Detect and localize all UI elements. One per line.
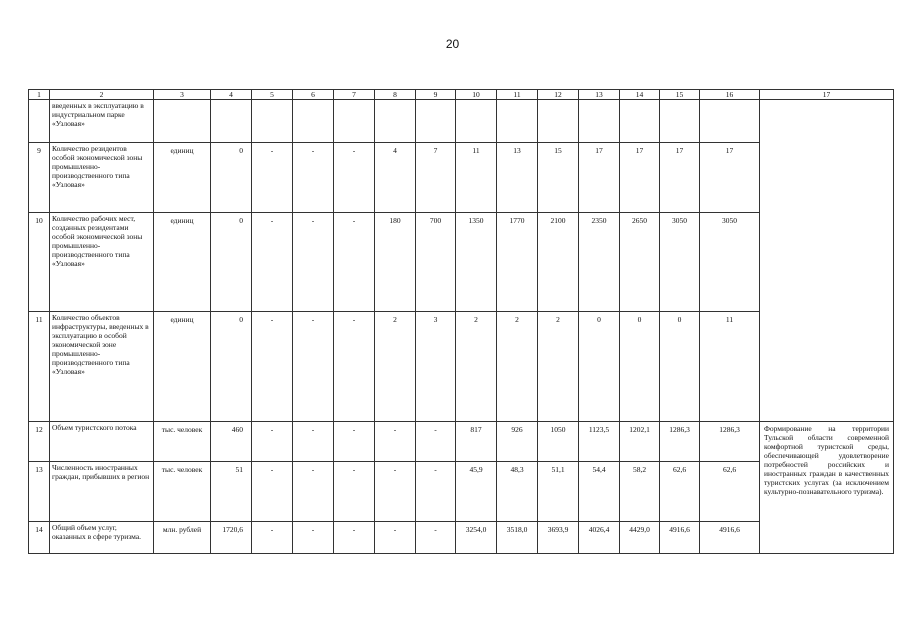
row-number: 9	[29, 143, 50, 213]
column-header: 1	[29, 90, 50, 100]
column-header: 10	[456, 90, 497, 100]
value-cell: -	[334, 312, 375, 422]
column-header: 15	[660, 90, 700, 100]
value-cell	[497, 100, 538, 143]
unit-cell: единиц	[154, 213, 211, 312]
value-cell: 0	[211, 143, 252, 213]
indicator-name: Количество резидентов особой экономической зоны промышленно-производственного типа «Узловая»	[50, 143, 154, 213]
value-cell: 1770	[497, 213, 538, 312]
value-cell: 11	[700, 312, 760, 422]
value-cell	[211, 100, 252, 143]
value-cell: -	[293, 462, 334, 522]
value-cell: 4	[375, 143, 416, 213]
value-cell: 15	[538, 143, 579, 213]
unit-cell: единиц	[154, 312, 211, 422]
value-cell: 460	[211, 422, 252, 462]
value-cell: 13	[497, 143, 538, 213]
value-cell: 2	[497, 312, 538, 422]
value-cell	[416, 100, 456, 143]
value-cell: -	[293, 522, 334, 554]
value-cell: 17	[700, 143, 760, 213]
value-cell: 2	[538, 312, 579, 422]
value-cell: -	[416, 462, 456, 522]
value-cell	[620, 100, 660, 143]
value-cell: -	[334, 213, 375, 312]
value-cell: 3050	[700, 213, 760, 312]
column-header: 11	[497, 90, 538, 100]
column-header: 9	[416, 90, 456, 100]
value-cell: 62,6	[700, 462, 760, 522]
value-cell: -	[375, 522, 416, 554]
row-number: 13	[29, 462, 50, 522]
value-cell: 45,9	[456, 462, 497, 522]
unit-cell	[154, 100, 211, 143]
value-cell: -	[293, 143, 334, 213]
value-cell: -	[375, 462, 416, 522]
note-cell-empty	[760, 100, 894, 422]
row-number	[29, 100, 50, 143]
value-cell: -	[334, 422, 375, 462]
value-cell: 17	[620, 143, 660, 213]
value-cell: 1286,3	[660, 422, 700, 462]
indicator-name: Объем туристского потока	[50, 422, 154, 462]
column-header: 14	[620, 90, 660, 100]
value-cell: -	[375, 422, 416, 462]
indicator-table	[28, 89, 894, 554]
value-cell: 2350	[579, 213, 620, 312]
value-cell: -	[334, 462, 375, 522]
value-cell: 0	[579, 312, 620, 422]
value-cell: 1050	[538, 422, 579, 462]
value-cell	[660, 100, 700, 143]
column-header: 4	[211, 90, 252, 100]
value-cell	[252, 100, 293, 143]
row-number: 10	[29, 213, 50, 312]
value-cell: 1720,6	[211, 522, 252, 554]
column-header: 16	[700, 90, 760, 100]
value-cell: 180	[375, 213, 416, 312]
value-cell: -	[252, 143, 293, 213]
unit-cell: тыс. человек	[154, 422, 211, 462]
value-cell: 1202,1	[620, 422, 660, 462]
column-header: 6	[293, 90, 334, 100]
column-header: 7	[334, 90, 375, 100]
note-cell: Формирование на территории Тульской области современной комфортной туристской среды, обеспечивающей удовлетворение потребностей российских и иностранных граждан в качественных туристских услугах (за исключением культурно-познавательного туризма).	[760, 422, 894, 554]
value-cell: -	[252, 312, 293, 422]
value-cell: 1350	[456, 213, 497, 312]
indicator-name: Численность иностранных граждан, прибывших в регион	[50, 462, 154, 522]
column-header: 17	[760, 90, 894, 100]
value-cell: 3254,0	[456, 522, 497, 554]
value-cell: 1286,3	[700, 422, 760, 462]
value-cell: 17	[660, 143, 700, 213]
column-header: 8	[375, 90, 416, 100]
value-cell: 7	[416, 143, 456, 213]
unit-cell: тыс. человек	[154, 462, 211, 522]
value-cell	[700, 100, 760, 143]
value-cell	[579, 100, 620, 143]
value-cell: 3	[416, 312, 456, 422]
value-cell: 926	[497, 422, 538, 462]
value-cell: 0	[660, 312, 700, 422]
column-header: 3	[154, 90, 211, 100]
value-cell: -	[416, 422, 456, 462]
unit-cell: единиц	[154, 143, 211, 213]
value-cell: 48,3	[497, 462, 538, 522]
table-header-row	[29, 90, 894, 100]
value-cell: 3050	[660, 213, 700, 312]
value-cell: 3693,9	[538, 522, 579, 554]
value-cell: 1123,5	[579, 422, 620, 462]
indicator-name: Количество рабочих мест, созданных резидентами особой экономической зоны промышленно-производственного типа «Узловая»	[50, 213, 154, 312]
value-cell: 817	[456, 422, 497, 462]
value-cell: 51,1	[538, 462, 579, 522]
value-cell: 700	[416, 213, 456, 312]
column-header: 13	[579, 90, 620, 100]
value-cell	[293, 100, 334, 143]
value-cell: 2100	[538, 213, 579, 312]
row-number: 11	[29, 312, 50, 422]
value-cell: 4026,4	[579, 522, 620, 554]
value-cell: 0	[620, 312, 660, 422]
value-cell: -	[334, 522, 375, 554]
value-cell: 51	[211, 462, 252, 522]
unit-cell: млн. рублей	[154, 522, 211, 554]
value-cell: 4916,6	[660, 522, 700, 554]
column-header: 5	[252, 90, 293, 100]
value-cell	[538, 100, 579, 143]
value-cell: -	[252, 213, 293, 312]
value-cell: -	[252, 522, 293, 554]
value-cell: 4916,6	[700, 522, 760, 554]
value-cell: -	[293, 213, 334, 312]
value-cell: 0	[211, 213, 252, 312]
value-cell: 0	[211, 312, 252, 422]
value-cell: 2	[456, 312, 497, 422]
table-row	[29, 422, 894, 462]
row-number: 14	[29, 522, 50, 554]
indicator-name: Общий объем услуг, оказанных в сфере туризма.	[50, 522, 154, 554]
value-cell	[334, 100, 375, 143]
value-cell: -	[293, 422, 334, 462]
value-cell: -	[334, 143, 375, 213]
column-header: 2	[50, 90, 154, 100]
indicator-name: введенных в эксплуатацию в индустриальном парке «Узловая»	[50, 100, 154, 143]
indicator-name: Количество объектов инфраструктуры, введенных в эксплуатацию в особой экономической зоне промышленно-производственного типа «Узловая»	[50, 312, 154, 422]
column-header: 12	[538, 90, 579, 100]
value-cell: 17	[579, 143, 620, 213]
value-cell	[456, 100, 497, 143]
value-cell: 54,4	[579, 462, 620, 522]
value-cell: -	[416, 522, 456, 554]
value-cell: -	[252, 462, 293, 522]
value-cell: -	[252, 422, 293, 462]
value-cell: 62,6	[660, 462, 700, 522]
value-cell: 3518,0	[497, 522, 538, 554]
table-row	[29, 100, 894, 143]
page-number: 20	[445, 37, 460, 51]
value-cell: 2650	[620, 213, 660, 312]
value-cell: 4429,0	[620, 522, 660, 554]
value-cell	[375, 100, 416, 143]
value-cell: 2	[375, 312, 416, 422]
row-number: 12	[29, 422, 50, 462]
value-cell: -	[293, 312, 334, 422]
value-cell: 58,2	[620, 462, 660, 522]
value-cell: 11	[456, 143, 497, 213]
